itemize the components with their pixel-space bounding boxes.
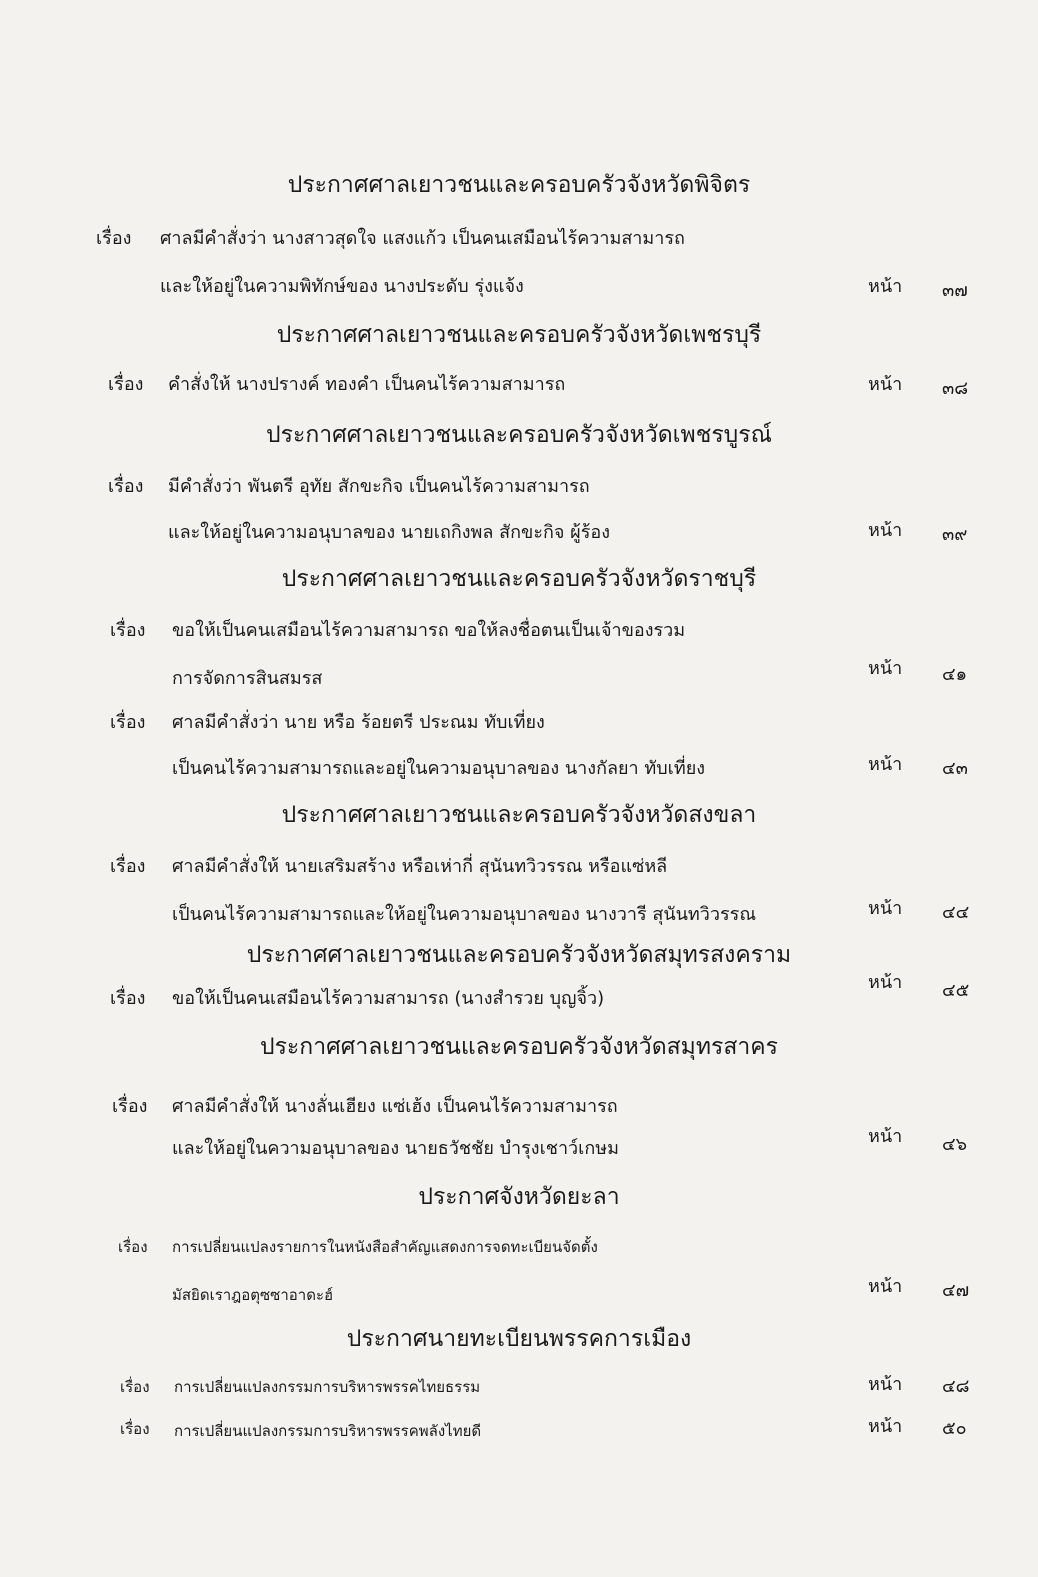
entry-label: เรื่อง xyxy=(120,1420,150,1438)
entry-text-line: มัสยิดเราฎอตุซซาอาดะฮ์ xyxy=(172,1286,334,1304)
entry-label: เรื่อง xyxy=(120,1378,150,1396)
entry-label: เรื่อง xyxy=(112,1096,148,1117)
entry-label: เรื่อง xyxy=(110,988,146,1009)
page-word: หน้า xyxy=(868,276,903,297)
entry-label: เรื่อง xyxy=(108,374,144,395)
section-heading: ประกาศนายทะเบียนพรรคการเมือง xyxy=(346,1326,692,1352)
entry-label: เรื่อง xyxy=(110,856,146,877)
entry-label: เรื่อง xyxy=(96,228,132,249)
entry-text-line: การจัดการสินสมรส xyxy=(172,668,323,689)
section-heading: ประกาศศาลเยาวชนและครอบครัวจังหวัดเพชรบูรณ์ xyxy=(266,422,772,448)
entry-text-line: ศาลมีคำสั่งว่า นางสาวสุดใจ แสงแก้ว เป็นคนเสมือนไร้ความสามารถ xyxy=(160,228,685,249)
page-number: ๕๐ xyxy=(942,1418,967,1439)
entry-text-line: ศาลมีคำสั่งว่า นาย หรือ ร้อยตรี ประณม ทับเที่ยง xyxy=(172,712,545,733)
page-number: ๔๕ xyxy=(942,980,970,1001)
page-word: หน้า xyxy=(868,1276,903,1297)
page-word: หน้า xyxy=(868,972,903,993)
entry-label: เรื่อง xyxy=(118,1238,148,1256)
page-number: ๔๑ xyxy=(942,664,968,685)
entry-text-line: ขอให้เป็นคนเสมือนไร้ความสามารถ (นางสำรวย บุญจิ้ว) xyxy=(172,988,605,1009)
entry-label: เรื่อง xyxy=(110,712,146,733)
page-word: หน้า xyxy=(868,1126,903,1147)
entry-text-line: การเปลี่ยนแปลงรายการในหนังสือสำคัญแสดงการจดทะเบียนจัดตั้ง xyxy=(172,1238,598,1256)
page-word: หน้า xyxy=(868,1374,903,1395)
entry-text-line: คำสั่งให้ นางปรางค์ ทองคำ เป็นคนไร้ความสามารถ xyxy=(168,374,566,395)
page-number: ๔๖ xyxy=(942,1134,968,1155)
entry-text-line: และให้อยู่ในความพิทักษ์ของ นางประดับ รุ่งแจ้ง xyxy=(160,276,524,297)
section-heading: ประกาศจังหวัดยะลา xyxy=(418,1184,620,1210)
page-number: ๓๙ xyxy=(942,524,968,545)
entry-text-line: และให้อยู่ในความอนุบาลของ นายธวัชชัย บำรุงเชาว์เกษม xyxy=(172,1138,619,1159)
entry-text-line: เป็นคนไร้ความสามารถและอยู่ในความอนุบาลของ นางกัลยา ทับเที่ยง xyxy=(172,758,706,779)
section-heading: ประกาศศาลเยาวชนและครอบครัวจังหวัดราชบุรี xyxy=(281,566,757,592)
page-number: ๔๓ xyxy=(942,758,968,779)
entry-label: เรื่อง xyxy=(110,620,146,641)
section-heading: ประกาศศาลเยาวชนและครอบครัวจังหวัดสมุทรสงคราม xyxy=(246,942,792,968)
page-number: ๔๗ xyxy=(942,1280,970,1301)
entry-text-line: การเปลี่ยนแปลงกรรมการบริหารพรรคไทยธรรม xyxy=(174,1378,481,1396)
entry-text-line: เป็นคนไร้ความสามารถและให้อยู่ในความอนุบาลของ นางวารี สุนันทวิวรรณ xyxy=(172,904,757,925)
page-number: ๓๗ xyxy=(942,280,968,301)
entry-text-line: ศาลมีคำสั่งให้ นางลั่นเฮียง แซ่เฮ้ง เป็นคนไร้ความสามารถ xyxy=(172,1096,618,1117)
page-word: หน้า xyxy=(868,1416,903,1437)
page-word: หน้า xyxy=(868,754,903,775)
entry-label: เรื่อง xyxy=(108,476,144,497)
section-heading: ประกาศศาลเยาวชนและครอบครัวจังหวัดเพชรบุรี xyxy=(276,322,762,348)
section-heading: ประกาศศาลเยาวชนและครอบครัวจังหวัดพิจิตร xyxy=(287,172,751,198)
page-word: หน้า xyxy=(868,374,903,395)
entry-text-line: มีคำสั่งว่า พันตรี อุทัย สักขะกิจ เป็นคนไร้ความสามารถ xyxy=(168,476,590,497)
page-number: ๔๔ xyxy=(942,902,970,923)
entry-text-line: และให้อยู่ในความอนุบาลของ นายเถกิงพล สักขะกิจ ผู้ร้อง xyxy=(168,522,610,543)
section-heading: ประกาศศาลเยาวชนและครอบครัวจังหวัดสงขลา xyxy=(281,802,757,828)
section-heading: ประกาศศาลเยาวชนและครอบครัวจังหวัดสมุทรสาคร xyxy=(259,1034,779,1060)
page-number: ๔๘ xyxy=(942,1376,970,1397)
page-word: หน้า xyxy=(868,520,903,541)
entry-text-line: ศาลมีคำสั่งให้ นายเสริมสร้าง หรือเห่ากี่ สุนันทวิวรรณ หรือแซ่หลี xyxy=(172,856,668,877)
page-word: หน้า xyxy=(868,898,903,919)
entry-text-line: การเปลี่ยนแปลงกรรมการบริหารพรรคพลังไทยดี xyxy=(174,1422,482,1440)
page-number: ๓๘ xyxy=(942,378,969,399)
page-word: หน้า xyxy=(868,658,903,679)
entry-text-line: ขอให้เป็นคนเสมือนไร้ความสามารถ ขอให้ลงชื่อตนเป็นเจ้าของรวม xyxy=(172,620,686,641)
